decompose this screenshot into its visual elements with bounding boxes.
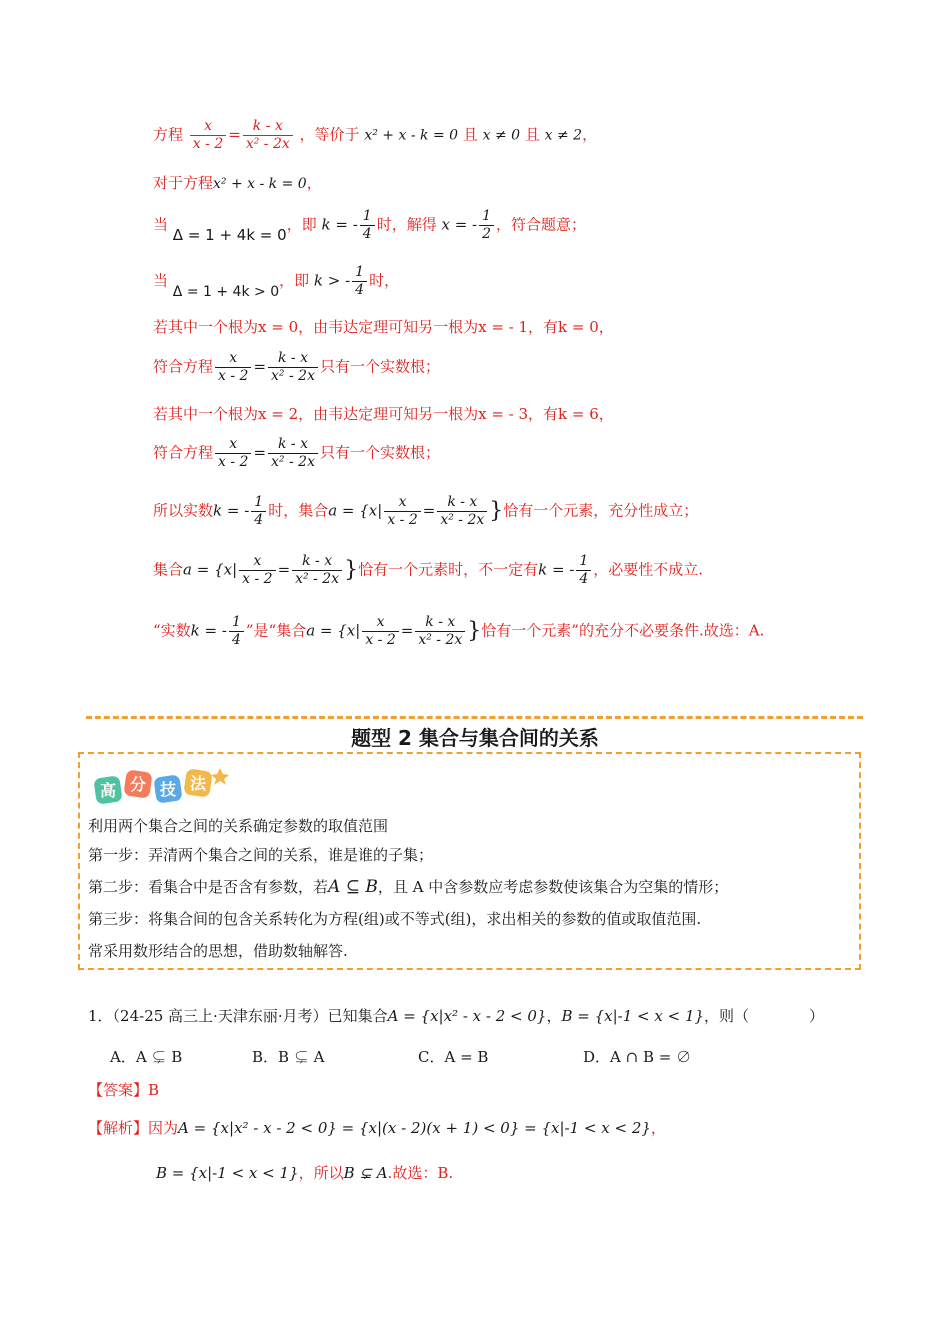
equals: = [277,560,291,579]
text: ，即 [286,215,317,234]
text: “实数 [153,621,191,640]
section-title: 题型 2 集合与集合间的关系 [351,726,599,750]
denominator: 4 [362,226,372,242]
answer-value: B [148,1081,160,1099]
text: 对于方程 [153,174,214,192]
equals: = [253,357,267,376]
tip-line-4: 第三步：将集合间的包含关系转化为方程(组)或不等式(组)，求出相关的参数的值或取值范围. [88,910,702,928]
equals: = [422,501,436,520]
denominator: x² - 2x [418,632,463,648]
text: 只有一个实数根； [319,443,440,462]
section-divider-top [86,716,863,719]
denominator: x² - 2x [271,454,315,470]
numerator: x [215,350,251,368]
badge-char: 法 [189,774,207,793]
equals: = [253,443,267,462]
solution-line-3 [153,208,853,243]
numerator: k - x [243,118,293,136]
solution-line-7 [153,403,853,425]
numerator: k - x [268,436,318,454]
fraction [268,436,318,471]
numerator: x [215,436,251,454]
denominator: 4 [355,282,365,298]
set-close: } [344,557,359,583]
text: 若其中一个根为x = 0，由韦达定理可知另一根为x = - 1，有k = 0， [153,318,614,336]
fraction [215,350,251,385]
text: ，则（ ） [704,1007,825,1025]
text: 当 [153,271,169,290]
numerator: k - x [292,553,342,571]
fraction [251,494,266,529]
fraction [268,350,318,385]
tip-line-1: 利用两个集合之间的关系确定参数的取值范围 [88,817,389,835]
text: 恰有一个元素”的充分不必要条件.故选：A. [481,621,765,640]
variable: k = - [213,501,250,520]
solution-line-6 [153,350,853,385]
fraction [292,553,342,588]
text: ”是“集合 [245,621,307,640]
numerator: 1 [251,494,266,512]
analysis-label: 【解析】 [88,1119,149,1137]
set-open: a = {x| [328,501,383,520]
text: 且 [524,125,540,144]
numerator: x [190,118,226,136]
solution-line-4 [153,264,853,299]
answer-label: 【答案】 [88,1081,149,1099]
denominator: x - 2 [218,368,249,384]
numerator: 1 [479,208,494,226]
option-d[interactable]: D．A ∩ B = ∅ [583,1048,692,1066]
option-c[interactable]: C．A = B [418,1048,489,1066]
text: 因为 [148,1119,179,1137]
denominator: x² - 2x [245,136,290,152]
numerator: x [239,553,275,571]
tip-line-5: 常采用数形结合的思想，借助数轴解答. [88,942,348,960]
text: 1．（24-25 高三上·天津东丽·月考）已知集合 [88,1007,388,1025]
discriminant: Δ = 1 + 4k > 0 [172,283,280,300]
text: .故选：B. [387,1164,454,1182]
text: ，等价于 [299,125,360,144]
set-a: A = {x|x² - x - 2 < 0} [387,1007,547,1025]
condition: x ≠ 2 [544,127,583,144]
tip-line-2: 第一步：弄清两个集合之间的关系，谁是谁的子集； [88,846,434,864]
solution-line-11 [153,614,853,649]
discriminant: Δ = 1 + 4k = 0 [172,225,287,244]
subset-relation: B ⊊ A [343,1164,388,1182]
gaofen-jifa-badge-icon [92,764,232,806]
set-close: } [467,618,482,644]
text: 符合方程 [153,357,214,376]
text: 若其中一个根为x = 2，由韦达定理可知另一根为x = - 3，有k = 6， [153,405,614,423]
set-derivation: A = {x|x² - x - 2 < 0} = {x|(x - 2)(x + 1) < 0} = {x|-1 < x < 2} [178,1119,651,1137]
fraction [360,208,375,243]
numerator: k - x [415,614,465,632]
variable: k = - [538,560,575,579]
set-close: } [489,498,504,524]
text: ， [650,1119,666,1137]
fraction [384,494,420,529]
numerator: 1 [229,614,244,632]
text: 恰有一个元素时，不一定有 [358,560,539,579]
text: 时，集合 [268,501,329,520]
fraction [229,614,244,649]
variable: k = - [190,621,227,640]
denominator: 2 [482,226,492,242]
numerator: k - x [268,350,318,368]
denominator: 4 [579,571,589,587]
fraction [190,118,226,153]
text: ， [306,174,322,192]
denominator: x - 2 [242,571,273,587]
text: ， [582,125,598,144]
question-stem [88,1005,824,1026]
denominator: x² - 2x [271,368,315,384]
text: ，且 A 中含参数应考虑参数使该集合为空集的情形； [377,878,729,896]
numerator: 1 [352,264,367,282]
fraction [415,614,465,649]
numerator: k - x [437,494,487,512]
set-b: B = {x|-1 < x < 1} [561,1007,705,1025]
fraction [215,436,251,471]
numerator: x [384,494,420,512]
denominator: 4 [231,632,241,648]
set-open: a = {x| [306,621,361,640]
solution-line-8 [153,436,853,471]
denominator: x - 2 [365,632,396,648]
solution-line-2 [153,172,853,195]
text: 时，解得 [376,215,437,234]
fraction [362,614,398,649]
solution-line-1 [153,118,853,153]
analysis-line-2 [156,1162,453,1183]
fraction [352,264,367,299]
text: 只有一个实数根； [319,357,440,376]
text: ， [546,1007,562,1025]
solution-line-9 [153,494,853,529]
fraction [437,494,487,529]
equals: = [228,125,241,144]
text: 方程 [153,125,184,144]
denominator: x - 2 [387,512,418,528]
denominator: 4 [254,512,264,528]
answer-line [88,1079,159,1100]
denominator: x - 2 [192,136,224,152]
badge-char: 分 [129,775,147,794]
text: 第二步：看集合中是否含有参数，若 [88,878,329,896]
text: ，必要性不成立. [593,560,704,579]
numerator: 1 [576,553,591,571]
sparkle-icon [211,768,229,785]
fraction [576,553,591,588]
badge-char: 技 [159,780,177,799]
text: 所以实数 [153,501,214,520]
fraction [479,208,494,243]
variable: k = - [321,215,358,234]
text: 当 [153,215,169,234]
text: 恰有一个元素，充分性成立； [503,501,699,520]
text: ，符合题意； [496,215,587,234]
numerator: x [362,614,398,632]
option-a[interactable]: A．A ⊊ B [110,1048,183,1066]
text: ，所以 [298,1164,344,1182]
solution-line-5 [153,316,853,338]
numerator: 1 [360,208,375,226]
variable: x = - [441,215,478,234]
text: 时， [369,271,400,290]
option-b[interactable]: B．B ⊊ A [252,1048,325,1066]
denominator: x - 2 [218,454,249,470]
text: 集合 [153,560,184,579]
text: 符合方程 [153,443,214,462]
solution-line-10 [153,553,853,588]
equals: = [400,621,414,640]
fraction [239,553,275,588]
denominator: x² - 2x [295,571,340,587]
badge-char: 高 [99,781,117,800]
subset-relation: A ⊆ B [328,877,378,897]
denominator: x² - 2x [440,512,485,528]
set-open: a = {x| [183,560,238,579]
fraction [243,118,293,153]
tip-line-3 [88,876,728,897]
variable: k > - [313,271,351,290]
set-b: B = {x|-1 < x < 1} [156,1164,299,1182]
text: ，即 [279,271,310,290]
text: 且 [462,125,478,144]
equation: x² + x - k = 0 [213,176,307,192]
analysis-line-1 [88,1117,666,1138]
condition: x ≠ 0 [482,127,521,144]
equation: x² + x - k = 0 [364,127,459,144]
